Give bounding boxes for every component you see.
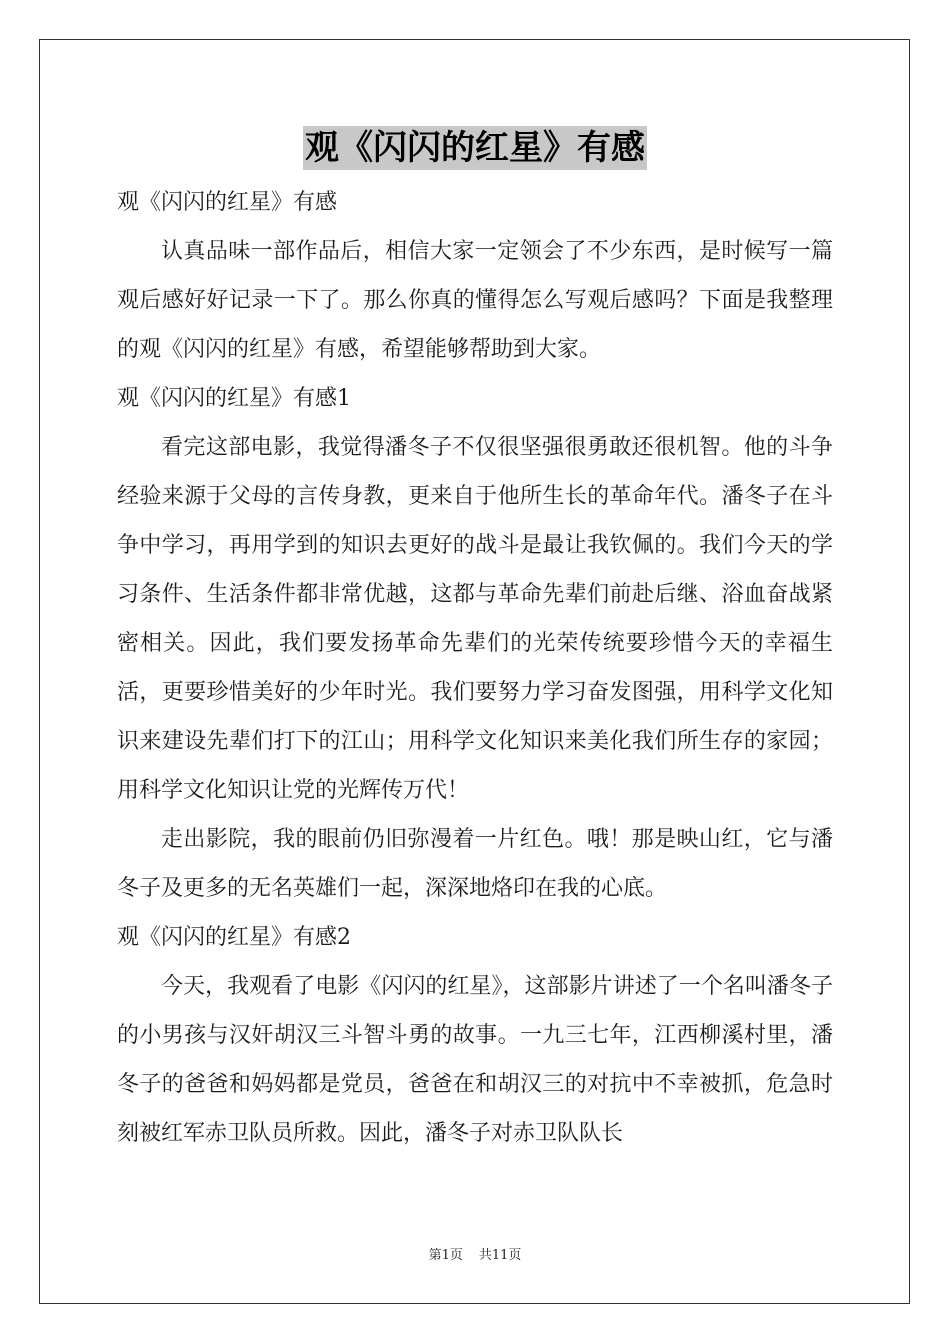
title-container (0, 126, 950, 170)
page-total: 共11页 (478, 1248, 522, 1263)
section-heading: 观《闪闪的红星》有感 (117, 190, 338, 215)
paragraph: 认真品味一部作品后，相信大家一定领会了不少东西，是时候写一篇观后感好好记录一下了。那么你真的懂得怎么写观后感吗？下面是我整理的观《闪闪的红星》有感，希望能够帮助到大家。 (117, 239, 833, 362)
page-footer (0, 1247, 950, 1265)
paragraph: 今天，我观看了电影《闪闪的红星》，这部影片讲述了一个名叫潘冬子的小男孩与汉奸胡汉三斗智斗勇的故事。一九三七年，江西柳溪村里，潘冬子的爸爸和妈妈都是党员，爸爸在和胡汉三的对抗中不幸被抓，危急时刻被红军赤卫队员所救。因此，潘冬子对赤卫队队长 (117, 974, 833, 1146)
page-number: 第1页 (428, 1248, 463, 1263)
section-heading: 观《闪闪的红星》有感1 (117, 386, 351, 411)
document-body (117, 178, 833, 1158)
paragraph: 看完这部电影，我觉得潘冬子不仅很坚强很勇敢还很机智。他的斗争经验来源于父母的言传身教，更来自于他所生长的革命年代。潘冬子在斗争中学习，再用学到的知识去更好的战斗是最让我钦佩的。我们今天的学习条件、生活条件都非常优越，这都与革命先辈们前赴后继、浴血奋战紧密相关。因此，我们要发扬革命先辈们的光荣传统要珍惜今天的幸福生活，更要珍惜美好的少年时光。我们要努力学习奋发图强，用科学文化知识来建设先辈们打下的江山；用科学文化知识来美化我们所生存的家园；用科学文化知识让党的光辉传万代！ (117, 435, 833, 803)
section-heading: 观《闪闪的红星》有感2 (117, 925, 351, 950)
paragraph: 走出影院，我的眼前仍旧弥漫着一片红色。哦！那是映山红，它与潘冬子及更多的无名英雄们一起，深深地烙印在我的心底。 (117, 827, 833, 901)
document-title: 观《闪闪的红星》有感 (305, 128, 645, 168)
